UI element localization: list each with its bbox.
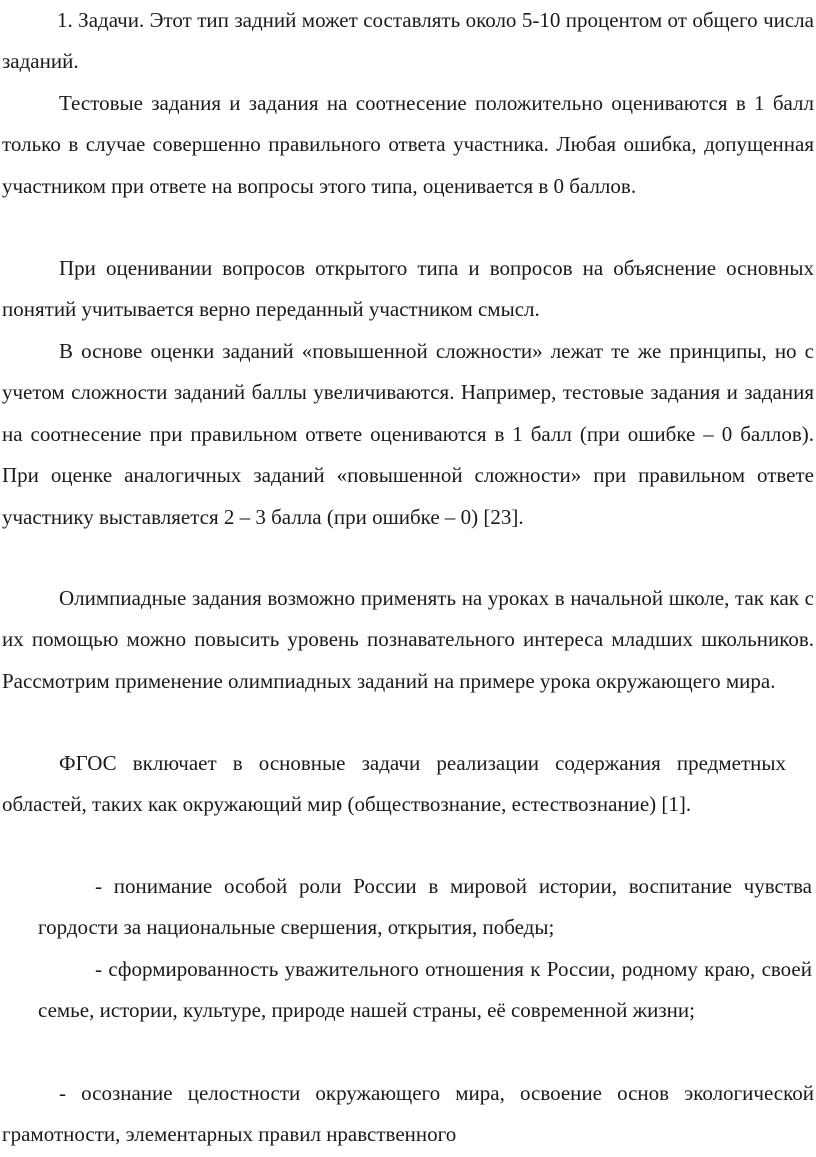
list-item-2: - сформированность уважительного отношения к России, родному краю, своей семье, истории, культуре, природе нашей страны, её современной жизни; bbox=[38, 957, 812, 1023]
paragraph-5: Олимпиадные задания возможно применять на уроках в начальной школе, так как с их помощью можно повысить уровень познавательного интереса младших школьников. Рассмотрим применение олимпиадных заданий на примере урока окружающего мира. bbox=[2, 586, 814, 693]
list-item-1: - понимание особой роли России в мировой истории, воспитание чувства гордости за национальные свершения, открытия, победы; bbox=[38, 874, 812, 940]
paragraph-4: В основе оценки заданий «повышенной сложности» лежат те же принципы, но с учетом сложности заданий баллы увеличиваются. Например, тестовые задания и задания на соотнесение при правильном ответе оцениваются в 1 балл (при ошибке – 0 баллов). При оценке аналогичных заданий «повышенной сложности» при правильном ответе участнику выставляется 2 – 3 балла (при ошибке – 0) [23]. bbox=[2, 339, 814, 529]
paragraph-1: 1. Задачи. Этот тип задний может составлять около 5-10 процентом от общего числа заданий. bbox=[2, 8, 814, 74]
paragraph-3: При оценивании вопросов открытого типа и вопросов на объяснение основных понятий учитывается верно переданный участником смысл. bbox=[2, 256, 814, 322]
paragraph-6: ФГОС включает в основные задачи реализации содержания предметных областей, таких как окружающий мир (обществознание, естествознание) [1]. bbox=[2, 751, 786, 817]
paragraph-2: Тестовые задания и задания на соотнесение положительно оцениваются в 1 балл только в случае совершенно правильного ответа участника. Любая ошибка, допущенная участником при ответе на вопросы этого типа, оценивается в 0 баллов. bbox=[2, 91, 814, 198]
list-item-3: - осознание целостности окружающего мира, освоение основ экологической грамотности, элементарных правил нравственного bbox=[2, 1081, 814, 1147]
